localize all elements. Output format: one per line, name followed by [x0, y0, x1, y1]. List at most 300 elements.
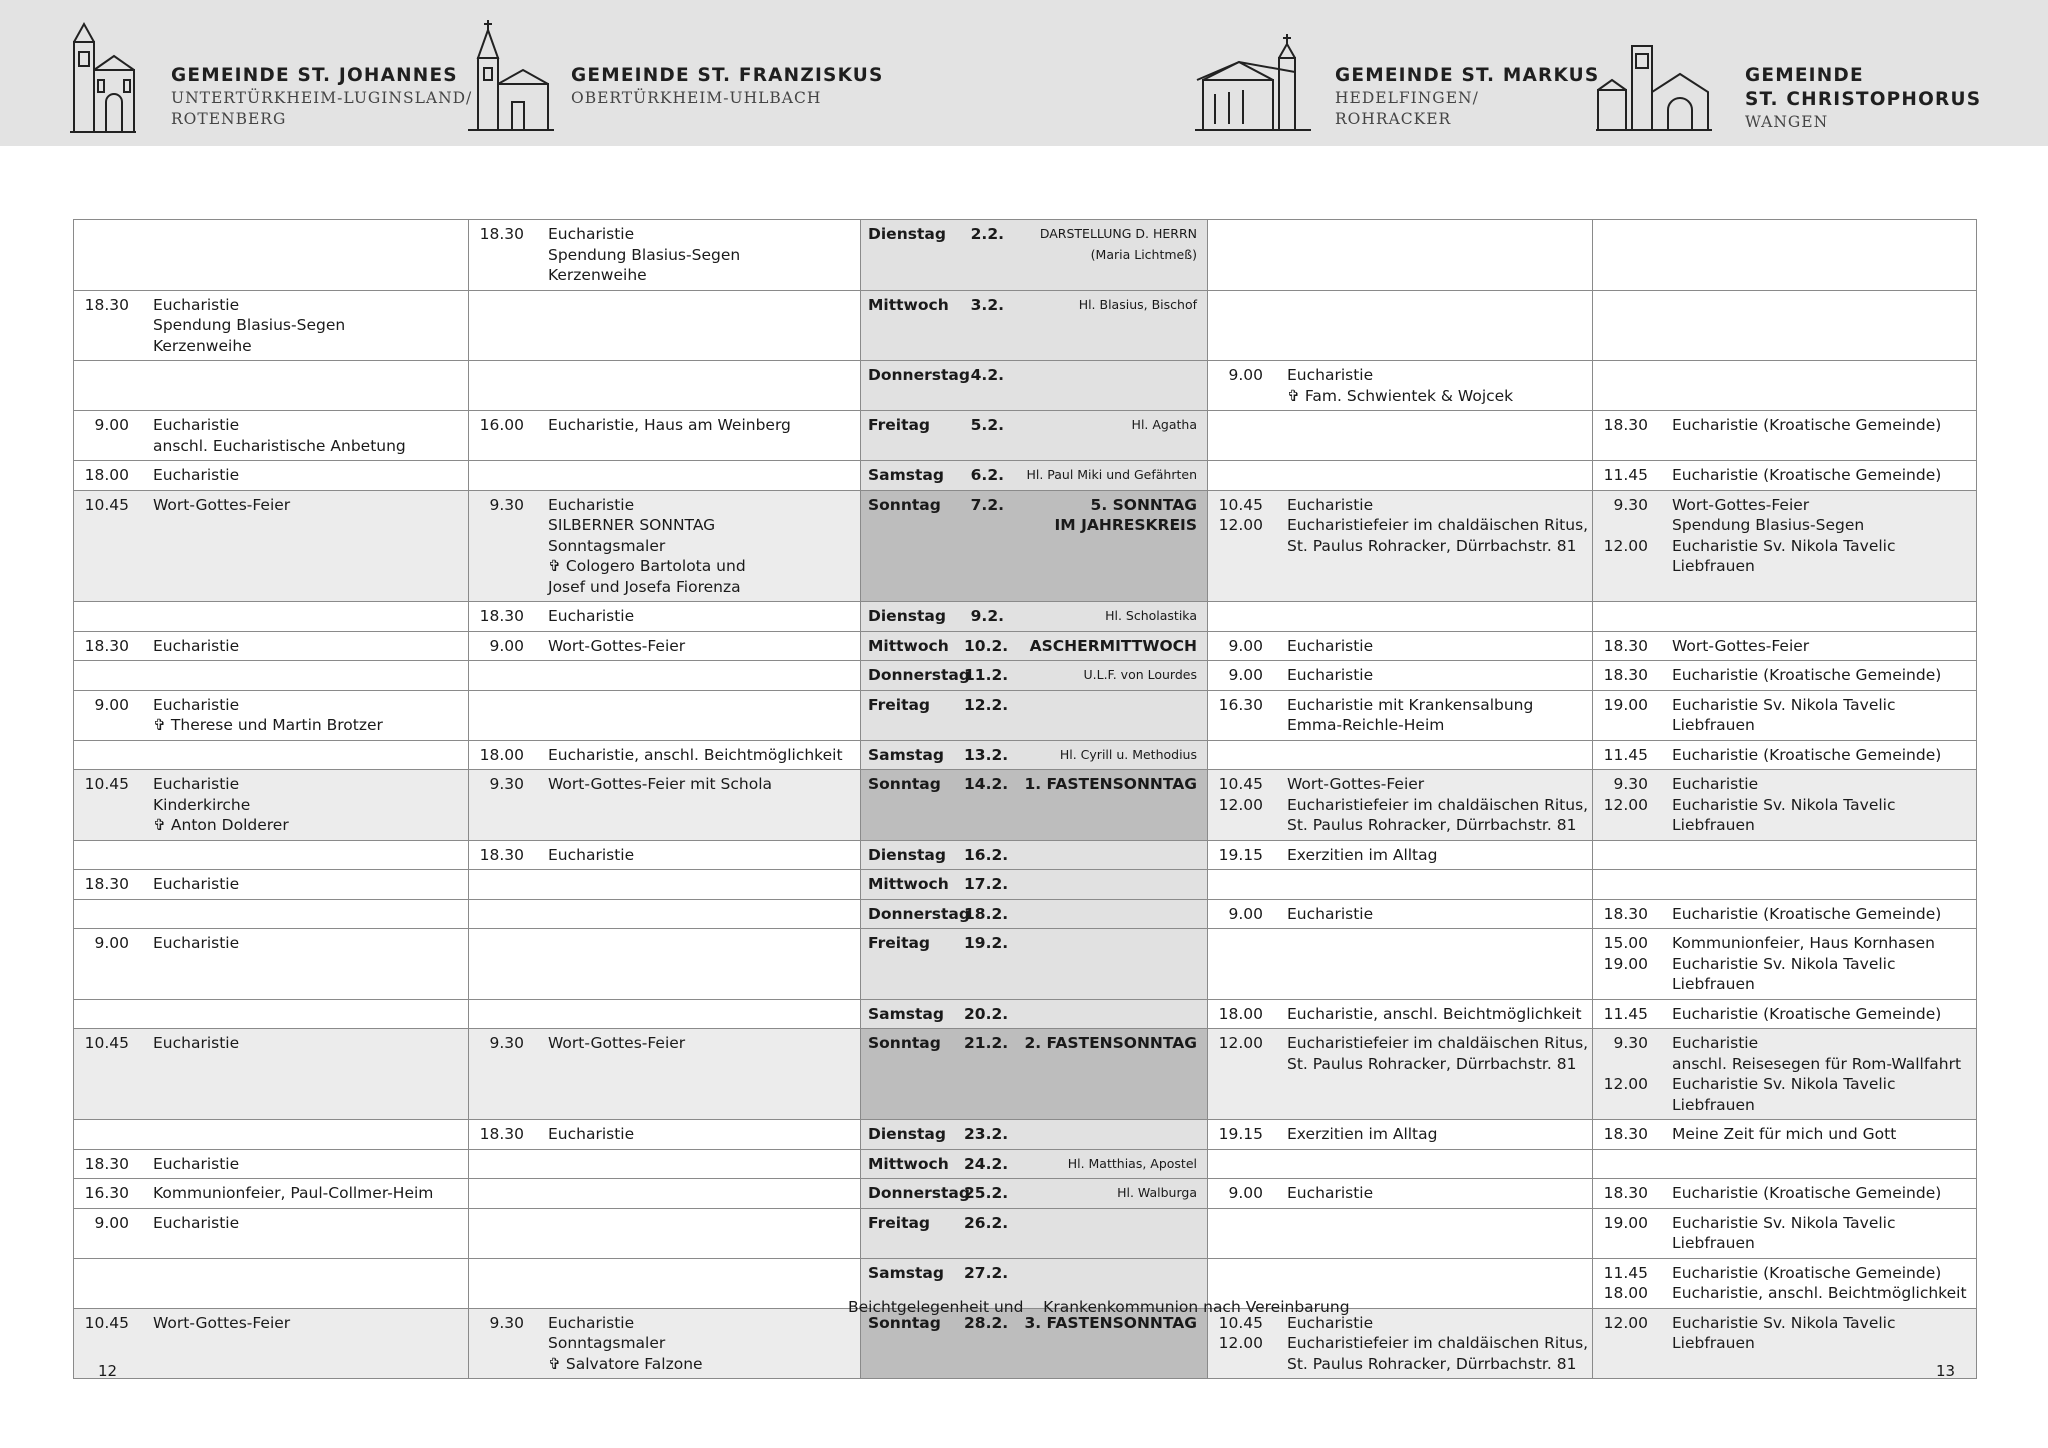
weekday-label: Dienstag — [868, 225, 946, 243]
date-label: 9.2. — [970, 607, 1004, 625]
parish-cell — [74, 1149, 469, 1179]
service-description: Eucharistie (Kroatische Gemeinde) — [1672, 1004, 1942, 1023]
date-label: 12.2. — [964, 695, 1009, 714]
service-description: Eucharistie — [548, 607, 635, 625]
service-entry — [1208, 665, 1592, 686]
service-time: 18.30 — [84, 1154, 129, 1173]
service-description: Eucharistie, anschl. Beichtmöglichkeit — [1672, 1284, 1967, 1302]
service-entry — [469, 774, 860, 795]
service-schedule-table — [73, 219, 1977, 1379]
weekday-label: Mittwoch — [868, 875, 949, 893]
service-entry — [469, 745, 860, 766]
day-cell — [861, 661, 1208, 691]
parish-cell — [74, 999, 469, 1029]
service-time: 11.45 — [1603, 1263, 1648, 1282]
parish-cell — [1593, 1149, 1977, 1179]
feast-label — [1004, 1004, 1197, 1025]
service-time: 18.30 — [1603, 666, 1648, 684]
service-description: Eucharistie (Kroatische Gemeinde) — [1672, 416, 1942, 434]
parish-cell — [1593, 1029, 1977, 1120]
service-time: 9.00 — [1228, 366, 1263, 384]
schedule-row — [74, 690, 1977, 740]
parish-cell — [469, 1308, 861, 1379]
date-label: 6.2. — [970, 466, 1004, 484]
date-label: 2.2. — [970, 225, 1004, 243]
service-description: Wort-Gottes-Feier mit Schola — [548, 775, 772, 793]
service-description: Eucharistie — [153, 636, 240, 655]
service-description: Eucharistie Sv. Nikola Tavelic Liebfrauen — [1672, 1075, 1896, 1114]
service-entry — [1208, 795, 1592, 836]
parish-cell — [1208, 770, 1593, 841]
schedule-row — [74, 461, 1977, 491]
service-time: 18.30 — [1603, 1125, 1648, 1143]
parish-cell — [1208, 1179, 1593, 1209]
date-label: 13.2. — [964, 745, 1009, 764]
service-entry — [74, 495, 468, 516]
service-description: Exerzitien im Alltag — [1287, 845, 1438, 864]
service-entry — [1593, 1074, 1976, 1115]
date-label: 14.2. — [964, 775, 1009, 793]
parish-cell — [1593, 740, 1977, 770]
service-entry — [74, 465, 468, 486]
service-time: 19.00 — [1603, 954, 1648, 973]
weekday-label: Dienstag — [868, 607, 946, 625]
service-entry — [1208, 1124, 1592, 1145]
parish-cell — [469, 690, 861, 740]
service-description: Eucharistie, Haus am Weinberg — [548, 416, 791, 434]
service-time: 9.30 — [1613, 495, 1648, 514]
parish-cell — [469, 999, 861, 1029]
service-description: Eucharistie anschl. Reisesegen für Rom-Wallfahrt — [1672, 1034, 1962, 1073]
service-description: Eucharistie SILBERNER SONNTAG Sonntagsmaler ✞ Cologero Bartolota und Josef und Josefa Fiorenza — [548, 495, 746, 596]
service-time: 9.00 — [94, 416, 129, 434]
service-entry — [1208, 1183, 1592, 1204]
parish-cell — [1208, 1029, 1593, 1120]
weekday-label: Freitag — [868, 695, 931, 714]
parish-cell — [74, 411, 469, 461]
parish-cell — [469, 631, 861, 661]
service-description: Eucharistie — [153, 875, 240, 893]
day-cell — [861, 1029, 1208, 1120]
parish-name: GEMEINDE ST. FRANZISKUS — [571, 65, 884, 86]
schedule-row — [74, 899, 1977, 929]
parish-cell — [74, 870, 469, 900]
parish-cell — [1593, 870, 1977, 900]
parish-cell — [74, 490, 469, 602]
service-description: Exerzitien im Alltag — [1287, 1125, 1438, 1143]
service-description: Eucharistie (Kroatische Gemeinde) — [1672, 466, 1942, 484]
service-time: 9.00 — [1228, 666, 1263, 684]
parish-cell — [1208, 999, 1593, 1029]
service-description: Eucharistie — [548, 1125, 635, 1143]
feast-label: Hl. Walburga — [1117, 1185, 1197, 1200]
parish-cell — [74, 1029, 469, 1120]
service-entry — [74, 636, 468, 657]
page-number-left: 12 — [98, 1362, 118, 1380]
service-entry — [1208, 774, 1592, 795]
service-description: Eucharistiefeier im chaldäischen Ritus, St. Paulus Rohracker, Dürrbachstr. 81 — [1287, 516, 1589, 555]
feast-label: 3. FASTENSONNTAG — [1024, 1313, 1197, 1332]
parish-cell — [469, 1029, 861, 1120]
service-description: Eucharistie — [153, 1034, 240, 1052]
service-entry — [1208, 1033, 1592, 1074]
service-description: Eucharistie ✞ Fam. Schwientek & Wojcek — [1287, 366, 1514, 405]
service-description: Eucharistie — [548, 845, 635, 864]
service-description: Eucharistiefeier im chaldäischen Ritus, St. Paulus Rohracker, Dürrbachstr. 81 — [1287, 1034, 1589, 1073]
service-time: 9.30 — [489, 495, 524, 514]
footer-note: Beichtgelegenheit und Krankenkommunion nach Vereinbarung — [848, 1298, 1350, 1316]
service-entry — [1593, 1313, 1976, 1354]
schedule-row — [74, 602, 1977, 632]
service-time: 9.30 — [1613, 775, 1648, 793]
date-label: 24.2. — [964, 1154, 1009, 1173]
parish-cell — [1208, 290, 1593, 361]
service-entry — [469, 845, 860, 866]
service-description: Wort-Gottes-Feier — [548, 1034, 686, 1052]
parish-cell — [469, 870, 861, 900]
day-cell — [861, 1120, 1208, 1150]
service-description: Eucharistie mit Krankensalbung Emma-Reichle-Heim — [1287, 695, 1534, 734]
parish-cell — [1593, 1308, 1977, 1379]
weekday-label: Dienstag — [868, 845, 946, 864]
service-entry — [74, 874, 468, 895]
feast-label — [1004, 1124, 1197, 1145]
parish-place: UNTERTÜRKHEIM-LUGINSLAND/ — [171, 89, 473, 107]
service-entry — [74, 415, 468, 456]
parish-cell — [1593, 411, 1977, 461]
parish-cell — [1593, 770, 1977, 841]
parish-cell — [1208, 490, 1593, 602]
service-entry — [1593, 1033, 1976, 1074]
service-description: Eucharistiefeier im chaldäischen Ritus, St. Paulus Rohracker, Dürrbachstr. 81 — [1287, 1334, 1589, 1373]
day-cell — [861, 1179, 1208, 1209]
parish-cell — [74, 1179, 469, 1209]
parish-cell — [74, 461, 469, 491]
service-description: Eucharistie, anschl. Beichtmöglichkeit — [548, 745, 843, 764]
parish-cell — [1208, 1208, 1593, 1258]
parish-cell — [1593, 602, 1977, 632]
service-description: Eucharistie (Kroatische Gemeinde) — [1672, 1184, 1942, 1202]
schedule-row — [74, 1179, 1977, 1209]
service-entry — [1208, 1004, 1592, 1025]
service-description: Eucharistie Sonntagsmaler ✞ Salvatore Falzone — [548, 1313, 703, 1373]
service-entry — [1593, 495, 1976, 536]
parish-cell — [1593, 361, 1977, 411]
parish-cell — [469, 1120, 861, 1150]
schedule-row — [74, 929, 1977, 1000]
service-description: Eucharistie — [1287, 666, 1374, 684]
parish-cell — [74, 290, 469, 361]
parish-cell — [1593, 1258, 1977, 1308]
parish-cell — [1208, 740, 1593, 770]
weekday-label: Dienstag — [868, 1125, 946, 1143]
schedule-row — [74, 1149, 1977, 1179]
feast-label — [1004, 933, 1197, 954]
page-number-right: 13 — [1936, 1362, 1956, 1380]
service-time: 11.45 — [1603, 466, 1648, 484]
service-time: 18.30 — [479, 845, 524, 864]
church-st-johannes-icon — [68, 20, 138, 134]
weekday-label: Sonntag — [868, 1313, 941, 1332]
service-time: 19.15 — [1218, 1125, 1263, 1143]
day-cell — [861, 999, 1208, 1029]
service-time: 18.30 — [84, 636, 129, 655]
service-description: Wort-Gottes-Feier — [153, 495, 291, 514]
feast-label: ASCHERMITTWOCH — [1029, 636, 1197, 655]
service-time: 18.30 — [1603, 636, 1648, 655]
feast-label — [1004, 1263, 1197, 1284]
service-description: Eucharistie — [1287, 904, 1374, 923]
service-time: 18.30 — [1603, 904, 1648, 923]
parish-place: WANGEN — [1745, 113, 1829, 131]
service-description: Eucharistie Sv. Nikola Tavelic Liebfrauen — [1672, 695, 1896, 734]
service-time: 9.30 — [489, 1313, 524, 1332]
day-cell — [861, 870, 1208, 900]
weekday-label: Sonntag — [868, 495, 941, 514]
service-description: Eucharistie — [153, 1213, 240, 1232]
schedule-row — [74, 840, 1977, 870]
service-time: 9.30 — [489, 775, 524, 793]
parish-cell — [1593, 1120, 1977, 1150]
service-time: 15.00 — [1603, 934, 1648, 952]
parish-cell — [469, 602, 861, 632]
service-description: Wort-Gottes-Feier — [153, 1313, 291, 1332]
service-entry — [1593, 795, 1976, 836]
service-description: Eucharistie — [1287, 1313, 1374, 1332]
service-entry — [74, 1183, 468, 1204]
feast-label — [1004, 695, 1197, 716]
service-entry — [469, 606, 860, 627]
service-entry — [469, 636, 860, 657]
feast-label: Hl. Matthias, Apostel — [1067, 1155, 1197, 1171]
service-time: 18.30 — [479, 607, 524, 625]
parish-cell — [469, 490, 861, 602]
schedule-row — [74, 1120, 1977, 1150]
parish-cell — [469, 899, 861, 929]
weekday-label: Donnerstag — [868, 904, 970, 923]
service-description: Eucharistie, anschl. Beichtmöglichkeit — [1287, 1004, 1582, 1023]
parish-cell — [469, 840, 861, 870]
header-band — [0, 0, 2048, 146]
parish-header-st-franziskus — [571, 64, 884, 109]
service-description: Wort-Gottes-Feier Spendung Blasius-Segen — [1672, 495, 1865, 534]
parish-cell — [1208, 1120, 1593, 1150]
parish-cell — [1593, 220, 1977, 291]
service-description: Eucharistie anschl. Eucharistische Anbetung — [153, 416, 406, 455]
date-label: 23.2. — [964, 1125, 1009, 1143]
service-time: 9.00 — [1228, 636, 1263, 655]
service-entry — [1593, 1183, 1976, 1204]
service-entry — [1593, 954, 1976, 995]
service-time: 9.00 — [1228, 1184, 1263, 1202]
feast-label — [1004, 874, 1197, 895]
parish-place: ROHRACKER — [1335, 110, 1452, 128]
service-time: 12.00 — [1603, 1075, 1648, 1093]
service-entry — [74, 774, 468, 836]
service-entry — [1208, 904, 1592, 925]
schedule-row — [74, 631, 1977, 661]
service-time: 12.00 — [1218, 1334, 1263, 1352]
service-description: Eucharistiefeier im chaldäischen Ritus, St. Paulus Rohracker, Dürrbachstr. 81 — [1287, 795, 1589, 834]
service-description: Eucharistie Spendung Blasius-Segen Kerzenweihe — [548, 225, 741, 284]
service-description: Eucharistie — [1672, 775, 1759, 793]
weekday-label: Samstag — [868, 1004, 944, 1023]
feast-label: 1. FASTENSONNTAG — [1024, 775, 1197, 793]
date-label: 4.2. — [970, 366, 1004, 384]
service-time: 10.45 — [84, 495, 129, 514]
parish-cell — [74, 1208, 469, 1258]
service-time: 10.45 — [1218, 775, 1263, 793]
parish-cell — [469, 220, 861, 291]
service-description: Eucharistie Sv. Nikola Tavelic Liebfrauen — [1672, 954, 1896, 993]
service-time: 19.00 — [1603, 1213, 1648, 1232]
parish-cell — [74, 661, 469, 691]
feast-label — [1004, 845, 1197, 866]
feast-label: DARSTELLUNG D. HERRN (Maria Lichtmeß) — [1039, 226, 1197, 262]
day-cell — [861, 220, 1208, 291]
parish-cell — [469, 411, 861, 461]
parish-cell — [1208, 602, 1593, 632]
day-cell — [861, 929, 1208, 1000]
service-time: 18.00 — [1603, 1284, 1648, 1302]
parish-cell — [1208, 1308, 1593, 1379]
weekday-label: Freitag — [868, 934, 931, 952]
date-label: 3.2. — [970, 295, 1004, 314]
service-time: 18.30 — [84, 295, 129, 314]
service-description: Eucharistie — [1287, 636, 1374, 655]
service-entry — [1208, 695, 1592, 736]
day-cell — [861, 770, 1208, 841]
parish-cell — [469, 1208, 861, 1258]
parish-cell — [74, 220, 469, 291]
feast-label — [1004, 904, 1197, 925]
service-entry — [1593, 774, 1976, 795]
day-cell — [861, 1149, 1208, 1179]
parish-cell — [1208, 870, 1593, 900]
service-description: Meine Zeit für mich und Gott — [1672, 1125, 1897, 1143]
parish-header-st-markus — [1335, 64, 1599, 130]
service-time: 9.00 — [94, 1213, 129, 1232]
parish-cell — [1593, 290, 1977, 361]
service-time: 19.15 — [1218, 845, 1263, 864]
parish-cell — [1208, 1149, 1593, 1179]
date-label: 17.2. — [964, 875, 1009, 893]
service-description: Eucharistie (Kroatische Gemeinde) — [1672, 745, 1942, 764]
parish-cell — [1593, 899, 1977, 929]
service-entry — [74, 933, 468, 954]
service-entry — [1208, 365, 1592, 406]
feast-label: Hl. Paul Miki und Gefährten — [1026, 467, 1197, 482]
schedule-row — [74, 740, 1977, 770]
service-entry — [1593, 1213, 1976, 1254]
parish-cell — [1208, 361, 1593, 411]
parish-cell — [1208, 690, 1593, 740]
service-time: 12.00 — [1218, 516, 1263, 534]
parish-cell — [1593, 840, 1977, 870]
service-entry — [74, 1033, 468, 1054]
service-time: 9.00 — [94, 934, 129, 952]
service-time: 18.00 — [84, 466, 129, 484]
service-description: Wort-Gottes-Feier — [1672, 636, 1810, 655]
feast-label: Hl. Cyrill u. Methodius — [1059, 746, 1197, 762]
day-cell — [861, 361, 1208, 411]
weekday-label: Freitag — [868, 416, 931, 434]
parish-header-st-johannes — [171, 64, 472, 130]
service-description: Eucharistie Sv. Nikola Tavelic Liebfrauen — [1672, 795, 1896, 834]
service-time: 11.45 — [1603, 745, 1648, 764]
service-description: Eucharistie Sv. Nikola Tavelic Liebfrauen — [1672, 536, 1896, 575]
service-description: Wort-Gottes-Feier — [548, 636, 686, 655]
schedule-row — [74, 770, 1977, 841]
schedule-row — [74, 999, 1977, 1029]
service-time: 9.00 — [1228, 904, 1263, 923]
parish-cell — [74, 690, 469, 740]
parish-cell — [74, 929, 469, 1000]
parish-cell — [74, 602, 469, 632]
church-st-markus-icon — [1195, 34, 1311, 134]
service-time: 18.30 — [479, 1125, 524, 1143]
parish-name: GEMEINDE — [1745, 65, 1864, 86]
service-description: Eucharistie Sv. Nikola Tavelic Liebfrauen — [1672, 1213, 1896, 1252]
date-label: 19.2. — [964, 934, 1009, 952]
service-entry — [1593, 665, 1976, 686]
schedule-row — [74, 1208, 1977, 1258]
service-description: Eucharistie — [153, 1154, 240, 1173]
service-description: Eucharistie Spendung Blasius-Segen Kerzenweihe — [153, 295, 346, 355]
church-st-franziskus-icon — [468, 18, 554, 134]
weekday-label: Sonntag — [868, 775, 941, 793]
feast-label — [1004, 1213, 1197, 1234]
date-label: 25.2. — [964, 1184, 1009, 1202]
schedule-row — [74, 220, 1977, 291]
service-time: 12.00 — [1218, 1034, 1263, 1052]
parish-place: ROTENBERG — [171, 110, 287, 128]
parish-cell — [1593, 690, 1977, 740]
date-label: 27.2. — [964, 1263, 1009, 1282]
schedule-row — [74, 1308, 1977, 1379]
service-entry — [74, 1154, 468, 1175]
parish-cell — [1593, 661, 1977, 691]
service-entry — [1593, 415, 1976, 436]
service-entry — [1208, 1333, 1592, 1374]
service-time: 10.45 — [84, 1034, 129, 1052]
weekday-label: Mittwoch — [868, 295, 949, 314]
date-label: 16.2. — [964, 845, 1009, 864]
day-cell — [861, 602, 1208, 632]
service-entry — [1593, 1124, 1976, 1145]
parish-place: OBERTÜRKHEIM-UHLBACH — [571, 89, 822, 107]
service-time: 10.45 — [84, 775, 129, 793]
service-time: 16.00 — [479, 416, 524, 434]
service-time: 16.30 — [84, 1184, 129, 1202]
parish-cell — [1208, 661, 1593, 691]
parish-cell — [469, 1149, 861, 1179]
service-entry — [1593, 465, 1976, 486]
service-time: 12.00 — [1603, 536, 1648, 555]
parish-name: GEMEINDE ST. JOHANNES — [171, 65, 458, 86]
service-description: Kommunionfeier, Paul-Collmer-Heim — [153, 1184, 434, 1202]
service-description: Eucharistie Kinderkirche ✞ Anton Dolderer — [153, 775, 289, 834]
parish-cell — [74, 1120, 469, 1150]
service-entry — [1593, 1283, 1976, 1304]
parish-cell — [469, 1179, 861, 1209]
weekday-label: Freitag — [868, 1213, 931, 1232]
parish-cell — [1208, 899, 1593, 929]
service-time: 18.00 — [479, 745, 524, 764]
service-entry — [1593, 933, 1976, 954]
service-entry — [74, 695, 468, 736]
parish-header-st-christophorus — [1745, 64, 1981, 133]
